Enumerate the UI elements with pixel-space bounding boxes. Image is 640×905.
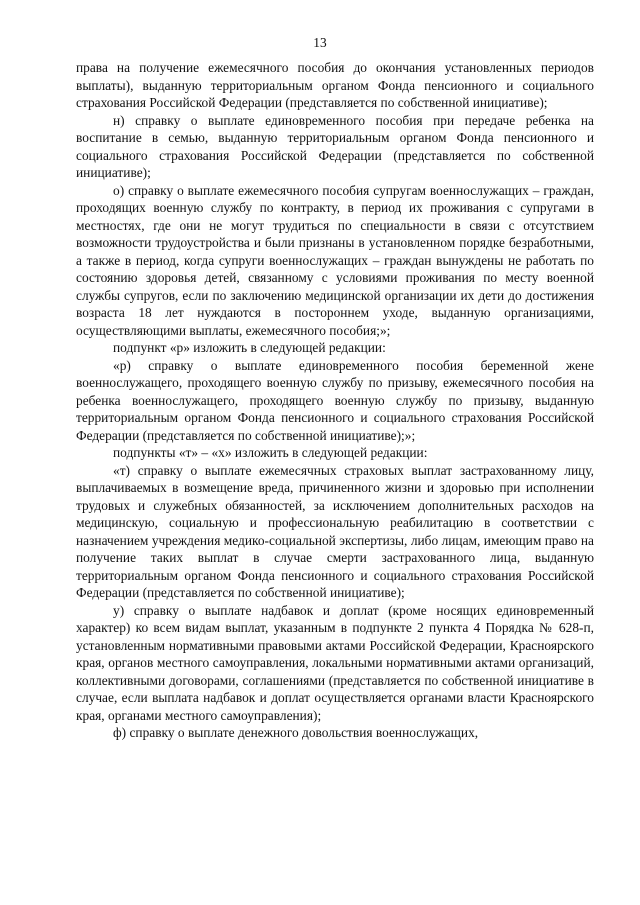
paragraph-item-r: «р) справку о выплате единовременного пособия беременной жене военнослужащего, проходящего военную службу по призыву, ежемесячного пособия на ребенка военнослужащего, проходящего военную службу по призыву, выданную территориальным органом Фонда пенсионного и социального страхования Российской Федерации (представляется по собственной инициативе);»;	[76, 357, 594, 443]
paragraph-item-o: о) справку о выплате ежемесячного пособия супругам военнослужащих – граждан, проходящих военную службу по контракту, в период их проживания с супругами в местностях, где они не могут трудиться по специальности в связи с отсутствием возможности трудоустройства и были признаны в установленном порядке безработными, а также в период, когда супруги военнослужащих – граждан вынуждены не работать по состоянию здоровья детей, связанному с условиями проживания по месту военной службы супругов, если по заключению медицинской организации их дети до достижения возраста 18 лет нуждаются в постороннем уходе, выданную организациями, осуществляющими выплаты, ежемесячного пособия;»;	[76, 182, 594, 338]
page-number: 13	[313, 35, 327, 50]
paragraph-item-n: н) справку о выплате единовременного пособия при передаче ребенка на воспитание в семью, выданную территориальным органом Фонда пенсионного и социального страхования Российской Федерации (представляется по собственной инициативе);	[76, 112, 594, 180]
paragraph-item-t: «т) справку о выплате ежемесячных страховых выплат застрахованному лицу, выплачиваемых в возмещение вреда, причиненного жизни и здоровью при исполнении трудовых и служебных обязанностей, за исключением дополнительных расходов на медицинскую, социальную и профессиональную реабилитацию в соответствии с назначением учреждения медико-социальной экспертизы, либо лицам, имеющим право на получение таких выплат в случае смерти застрахованного лица, выданную территориальным органом Фонда пенсионного и социального страхования Российской Федерации (представляется по собственной инициативе);	[76, 462, 594, 600]
paragraph-amend-t-x-intro: подпункты «т» – «х» изложить в следующей редакции:	[113, 445, 428, 460]
paragraph-item-f: ф) справку о выплате денежного довольствия военнослужащих,	[113, 725, 479, 740]
paragraph-item-u: у) справку о выплате надбавок и доплат (кроме носящих единовременный характер) ко всем видам выплат, указанным в подпункте 2 пункта 4 Порядка № 628-п, установленным нормативными правовыми актами Российской Федерации, Красноярского края, органов местного самоуправления, локальными нормативными актами организаций, коллективными договорами, соглашениями (представляется по собственной инициативе в случае, если выплата надбавок и доплат осуществляется органами власти Красноярского края, органами местного самоуправления);	[76, 602, 594, 723]
document-body	[76, 59, 594, 742]
paragraph-pension-right-continuation: права на получение ежемесячного пособия до окончания установленных периодов выплаты), выданную территориальным органом Фонда пенсионного и социального страхования Российской Федерации (представляется по собственной инициативе);	[76, 60, 594, 110]
paragraph-amend-r-intro: подпункт «р» изложить в следующей редакции:	[113, 340, 386, 355]
